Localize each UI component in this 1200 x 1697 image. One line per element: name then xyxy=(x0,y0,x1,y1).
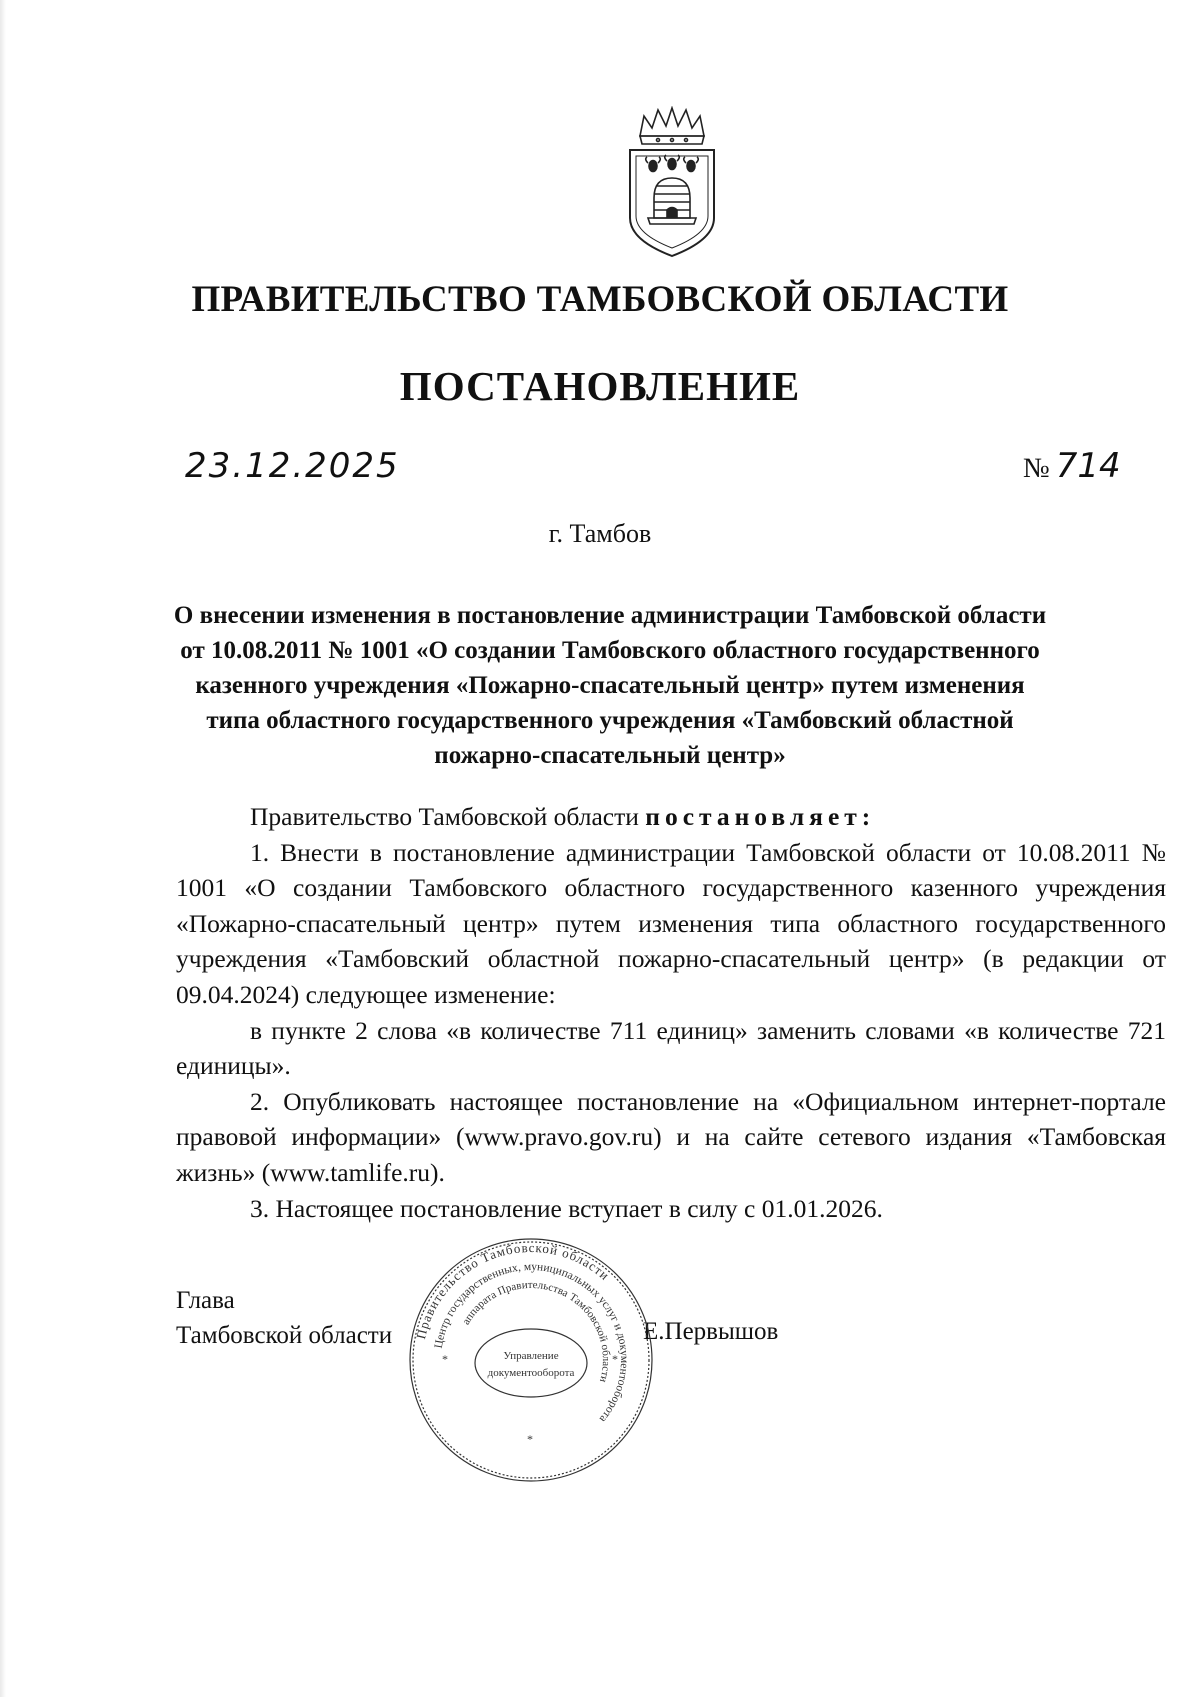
svg-text:*: * xyxy=(612,1352,618,1366)
stamp-outer-text: Правительство Тамбовской области xyxy=(413,1239,613,1341)
svg-text:документооборота: документооборота xyxy=(487,1367,575,1379)
scan-edge-shadow xyxy=(0,0,6,1697)
preamble-verb: постановляет: xyxy=(645,802,876,831)
preamble xyxy=(176,799,1166,835)
item-2: 2. Опубликовать настоящее постановление на «Официальном интернет-портале правовой информации» (www.pravo.gov.ru) и на сайте сетевого издания «Тамбовская жизнь» (www.tamlife.ru). xyxy=(176,1086,1166,1187)
official-stamp-icon xyxy=(406,1235,656,1485)
number-sign: № xyxy=(1023,453,1050,484)
svg-text:*: * xyxy=(527,1432,533,1446)
preamble-subject: Правительство Тамбовской области xyxy=(250,802,639,831)
item-3: 3. Настоящее постановление вступает в силу с 01.01.2026. xyxy=(250,1193,883,1223)
document-date: 23.12.2025 xyxy=(185,446,400,486)
svg-text:Управление: Управление xyxy=(503,1350,559,1362)
city-line: г. Тамбов xyxy=(548,519,652,548)
signature-block xyxy=(176,1283,392,1353)
svg-text:*: * xyxy=(442,1352,448,1366)
document-type: ПОСТАНОВЛЕНИЕ xyxy=(399,363,801,409)
document-number: 714 xyxy=(1055,446,1121,486)
document-number-block xyxy=(1023,446,1121,486)
stamp-inner-text: аппарата Правительства Тамбовской области xyxy=(460,1278,613,1384)
signer-position-line2: Тамбовской области xyxy=(176,1322,393,1349)
coat-of-arms-icon xyxy=(620,106,724,258)
signer-name: Е.Первышов xyxy=(643,1318,779,1345)
signer-position-line1: Глава xyxy=(176,1287,235,1314)
government-title: ПРАВИТЕЛЬСТВО ТАМБОВСКОЙ ОБЛАСТИ xyxy=(191,279,1009,320)
item-1-change: в пункте 2 слова «в количестве 711 единиц» заменить словами «в количестве 721 единицы». xyxy=(176,1015,1166,1081)
document-body xyxy=(176,799,1166,1226)
item-1: 1. Внести в постановление администрации Тамбовской области от 10.08.2011 № 1001 «О создании Тамбовского областного государственного казенного учреждения «Пожарно-спасательный центр» путем изменения типа областного государственного учреждения «Тамбовский областной пожарно-спасательный центр» (в редакции от 09.04.2024) следующее изменение: xyxy=(176,837,1166,1009)
document-heading: О внесении изменения в постановление администрации Тамбовской области от 10.08.2011 № 1001 «О создании Тамбовского областного государственного казенного учреждения «Пожарно-спасательный центр» путем изменения типа областного государственного учреждения «Тамбовский областной пожарно-спасательный центр» xyxy=(173,602,1047,769)
stamp-middle-text: Центр государственных, муниципальных услуг и документооборота xyxy=(432,1260,631,1425)
